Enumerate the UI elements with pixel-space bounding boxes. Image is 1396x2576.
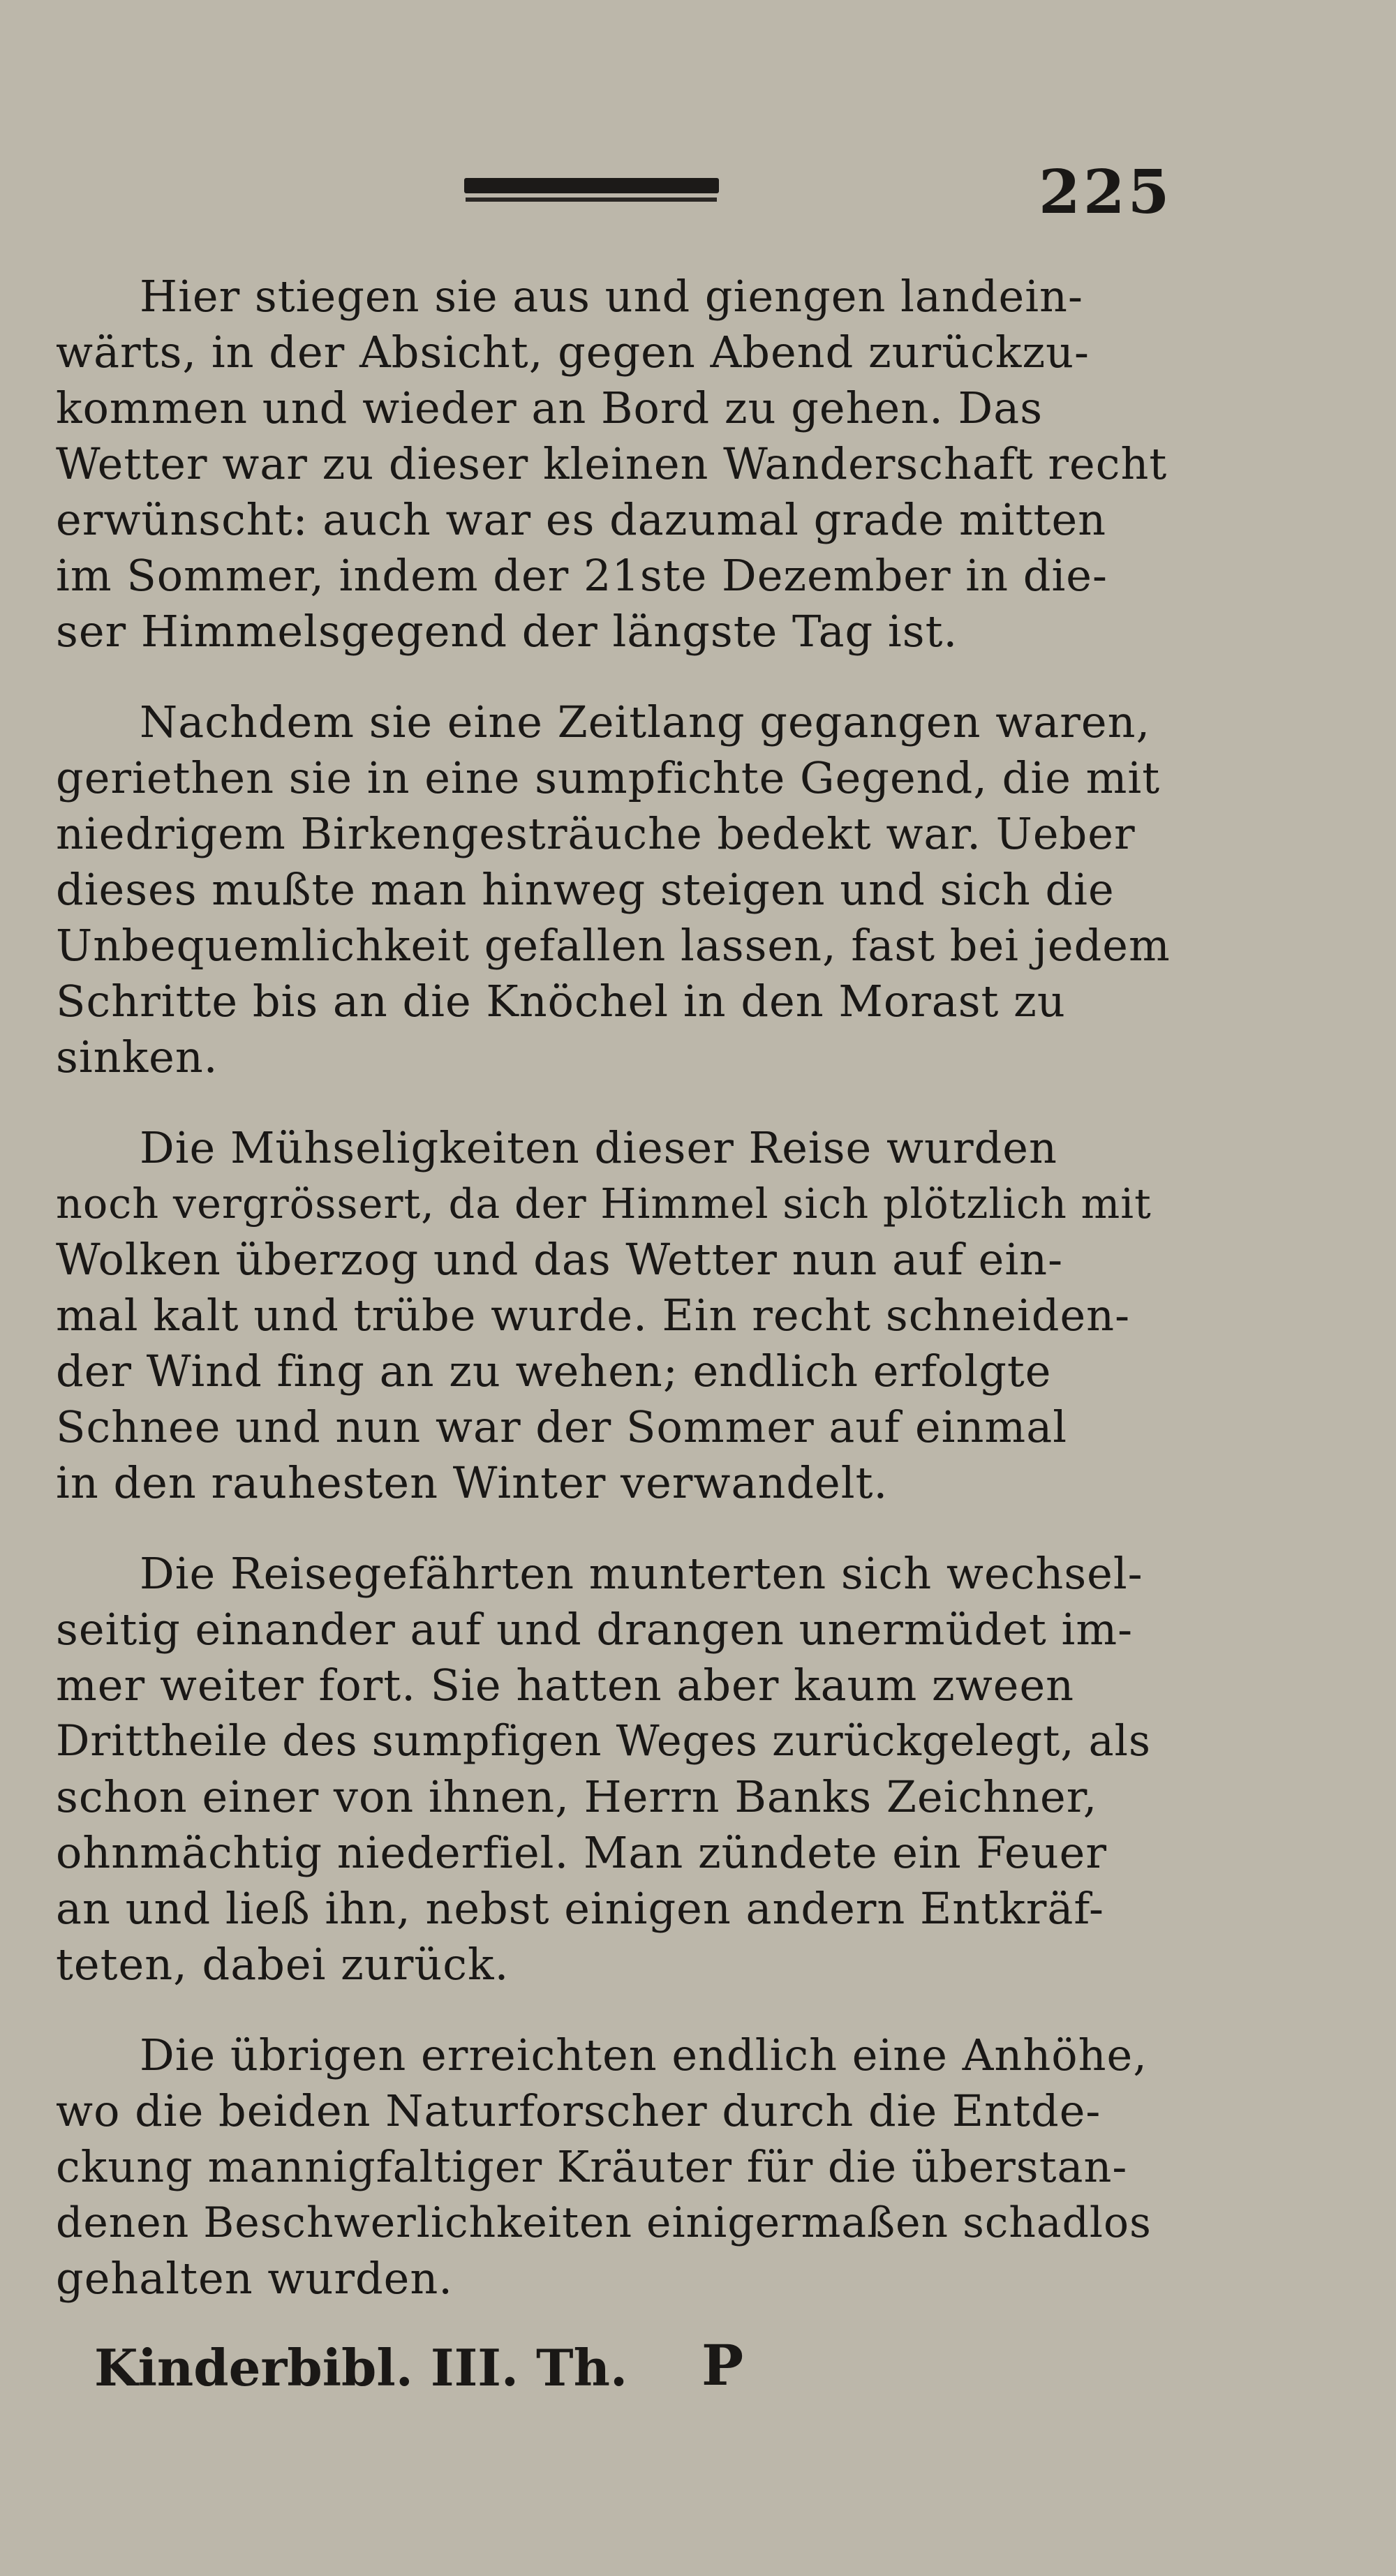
text-line: denen Beschwerlichkeiten einigermaßen schadlos xyxy=(56,2198,1152,2247)
text-line: an und ließ ihn, nebst einigen andern Entkräf- xyxy=(56,1883,1105,1934)
header-rule-thin xyxy=(466,198,717,202)
text-body xyxy=(56,269,1173,2342)
sheet-mark: P xyxy=(701,2332,744,2398)
text-line: Nachdem sie eine Zeitlang gegangen waren, xyxy=(140,697,1151,747)
text-line: Wolken überzog und das Wetter nun auf ein- xyxy=(56,1234,1064,1285)
paragraph-2 xyxy=(56,694,1173,1085)
text-line: in den rauhesten Winter verwandelt. xyxy=(56,1457,889,1508)
text-line: ohnmächtig niederfiel. Man zündete ein Feuer xyxy=(56,1827,1107,1878)
text-line: schon einer von ihnen, Herrn Banks Zeichner, xyxy=(56,1771,1098,1822)
text-line: kommen und wieder an Bord zu gehen. Das xyxy=(56,382,1044,433)
paragraph-3 xyxy=(56,1120,1173,1511)
text-line: Unbequemlichkeit gefallen lassen, fast bei jedem xyxy=(56,920,1171,971)
header-rule xyxy=(464,178,719,206)
text-line: wo die beiden Naturforscher durch die Entde- xyxy=(56,2085,1101,2136)
text-line: mal kalt und trübe wurde. Ein recht schneiden- xyxy=(56,1290,1131,1341)
text-line: wärts, in der Absicht, gegen Abend zurückzu- xyxy=(56,327,1090,378)
text-line: sinken. xyxy=(56,1032,218,1082)
text-line: im Sommer, indem der 21ste Dezember in die- xyxy=(56,550,1108,601)
text-line: ser Himmelsgegend der längste Tag ist. xyxy=(56,606,958,657)
text-line: Schnee und nun war der Sommer auf einmal xyxy=(56,1401,1068,1452)
text-line: Die Reisegefährten munterten sich wechsel- xyxy=(140,1548,1143,1599)
text-line: Die übrigen erreichten endlich eine Anhöhe, xyxy=(140,2030,1148,2080)
text-line: teten, dabei zurück. xyxy=(56,1939,510,1990)
text-line: geriethen sie in eine sumpfichte Gegend, die mit xyxy=(56,752,1161,803)
page-number: 225 xyxy=(1039,157,1173,228)
text-line: niedrigem Birkengesträuche bedekt war. Ueber xyxy=(56,808,1136,859)
paragraph-5 xyxy=(56,2027,1173,2307)
text-line: gehalten wurden. xyxy=(56,2253,454,2304)
text-line: ckung mannigfaltiger Kräuter für die überstan- xyxy=(56,2141,1128,2192)
text-line: dieses mußte man hinweg steigen und sich die xyxy=(56,864,1115,915)
text-line: mer weiter fort. Sie hatten aber kaum zween xyxy=(56,1660,1075,1711)
text-line: Drittheile des sumpfigen Weges zurückgelegt, als xyxy=(56,1717,1151,1766)
text-line: der Wind fing an zu wehen; endlich erfolgte xyxy=(56,1346,1052,1397)
text-line: seitig einander auf und drangen unermüdet im- xyxy=(56,1604,1134,1655)
text-line: Wetter war zu dieser kleinen Wanderschaft recht xyxy=(56,438,1168,489)
text-line: Hier stiegen sie aus und giengen landein- xyxy=(140,271,1083,322)
text-line: Die Mühseligkeiten dieser Reise wurden xyxy=(140,1122,1057,1173)
page-footer xyxy=(94,2332,1281,2408)
text-line: Schritte bis an die Knöchel in den Morast zu xyxy=(56,976,1066,1027)
text-line: erwünscht: auch war es dazumal grade mitten xyxy=(56,494,1107,545)
text-line: noch vergrössert, da der Himmel sich plötzlich mit xyxy=(56,1179,1152,1228)
paragraph-1 xyxy=(56,269,1173,660)
paragraph-4 xyxy=(56,1546,1173,1993)
header-rule-thick xyxy=(464,178,719,193)
printer-signature: Kinderbibl. III. Th. xyxy=(94,2338,628,2397)
